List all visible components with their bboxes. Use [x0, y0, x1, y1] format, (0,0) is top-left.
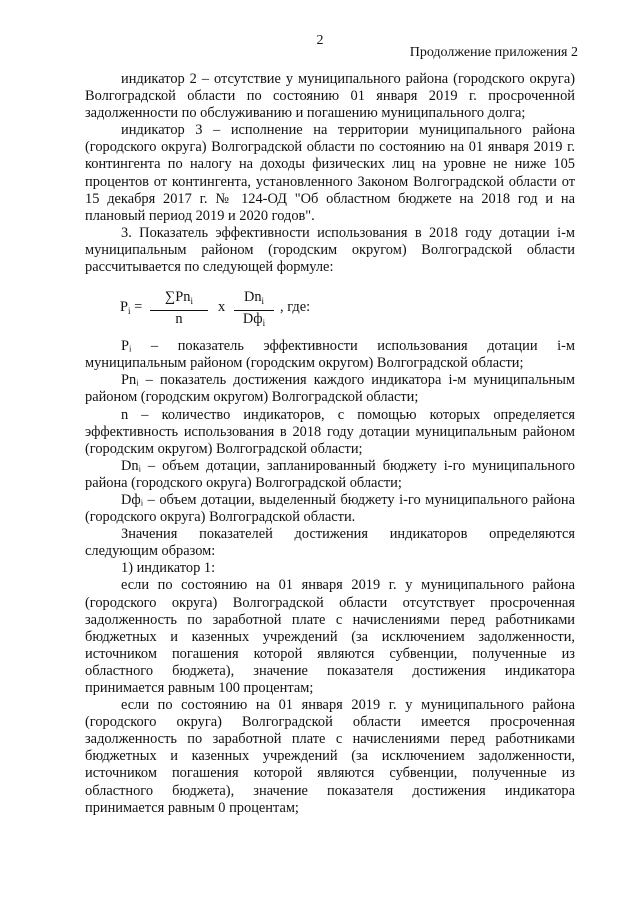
- definition-n: n – количество индикаторов, с помощью которых определяется эффективность использования в 2018 году дотации муниципальным районом (городским округом) Волгоградской области;: [85, 406, 575, 457]
- formula-denominator-n: n: [175, 311, 183, 328]
- formula-fraction-indicators: [150, 289, 208, 328]
- formula-numerator-dn: $Dn_i$: [234, 289, 274, 311]
- formula-numerator-sum: $\sum Pn_i$: [150, 289, 208, 311]
- definition-p: Pᵢ – показатель эффективности использования дотации i-м муниципальным районом (городским округом) Волгоградской области;: [85, 338, 575, 372]
- paragraph-indicator-1-case-has: если по состоянию на 01 января 2019 г. у муниципального района (городского округа) Волгоградской области имеется просроченная задолженность по заработной плате с начислениями перед работниками бюджетных и казенных учреждений (за исключением задолженности, источником погашения которой являются субвенции, полученные из областного бюджета), значение показателя достижения индикатора принимается равным 0 процентам;: [85, 697, 575, 816]
- paragraph-indicator-1-heading: 1) индикатор 1:: [121, 560, 216, 577]
- paragraph-efficiency-intro: 3. Показатель эффективности использования в 2018 году дотации i-м муниципальным районом (городским округом) Волгоградской области рассчитывается по следующей формуле:: [85, 224, 575, 276]
- appendix-continuation-note: Продолжение приложения 2: [409, 45, 578, 60]
- formula-times-sign: x: [218, 299, 226, 316]
- page-number: 2: [316, 33, 324, 48]
- efficiency-formula: [120, 284, 575, 332]
- paragraph-indicator-2: индикатор 2 – отсутствие у муниципального района (городского округа) Волгоградской области по состоянию 01 января 2019 г. просроченной задолженности по обслуживанию и погашению муниципального долга;: [85, 71, 575, 122]
- formula-lhs: $P_i$ =: [120, 299, 143, 317]
- definition-pn: Pnᵢ – показатель достижения каждого индикатора i-м муниципальным районом (городским округом) Волгоградской области;: [85, 372, 575, 406]
- definition-dn: Dnᵢ – объем дотации, запланированный бюджету i-го муниципального района (городского округа) Волгоградской области;: [85, 457, 575, 491]
- definition-df: Dфᵢ – объем дотации, выделенный бюджету i-го муниципального района (городского округа) Волгоградской области.: [85, 491, 575, 526]
- paragraph-indicator-3: индикатор 3 – исполнение на территории муниципального района (городского округа) Волгоградской области по состоянию на 01 января 2019 г. контингента по налогу на доходы физических лиц на уровне не ниже 105 процентов от контингента, установленного Законом Волгоградской области от 15 декабря 2017 г. № 124-ОД "Об областном бюджете на 2018 год и на плановый период 2019 и 2020 годов".: [85, 122, 575, 224]
- paragraph-indicator-1-case-none: если по состоянию на 01 января 2019 г. у муниципального района (городского округа) Волгоградской области отсутствует просроченная задолженность по заработной плате с начислениями перед работниками бюджетных и казенных учреждений (за исключением задолженности, источником погашения которой являются субвенции, полученные из областного бюджета), значение показателя достижения индикатора принимается равным 100 процентам;: [85, 577, 575, 696]
- paragraph-values-intro: Значения показателей достижения индикаторов определяются следующим образом:: [85, 526, 575, 560]
- formula-fraction-subsidy: [234, 289, 274, 332]
- formula-denominator-df: $Dф_i$: [242, 311, 266, 329]
- formula-where: , где:: [280, 299, 311, 316]
- document-body: [85, 71, 575, 817]
